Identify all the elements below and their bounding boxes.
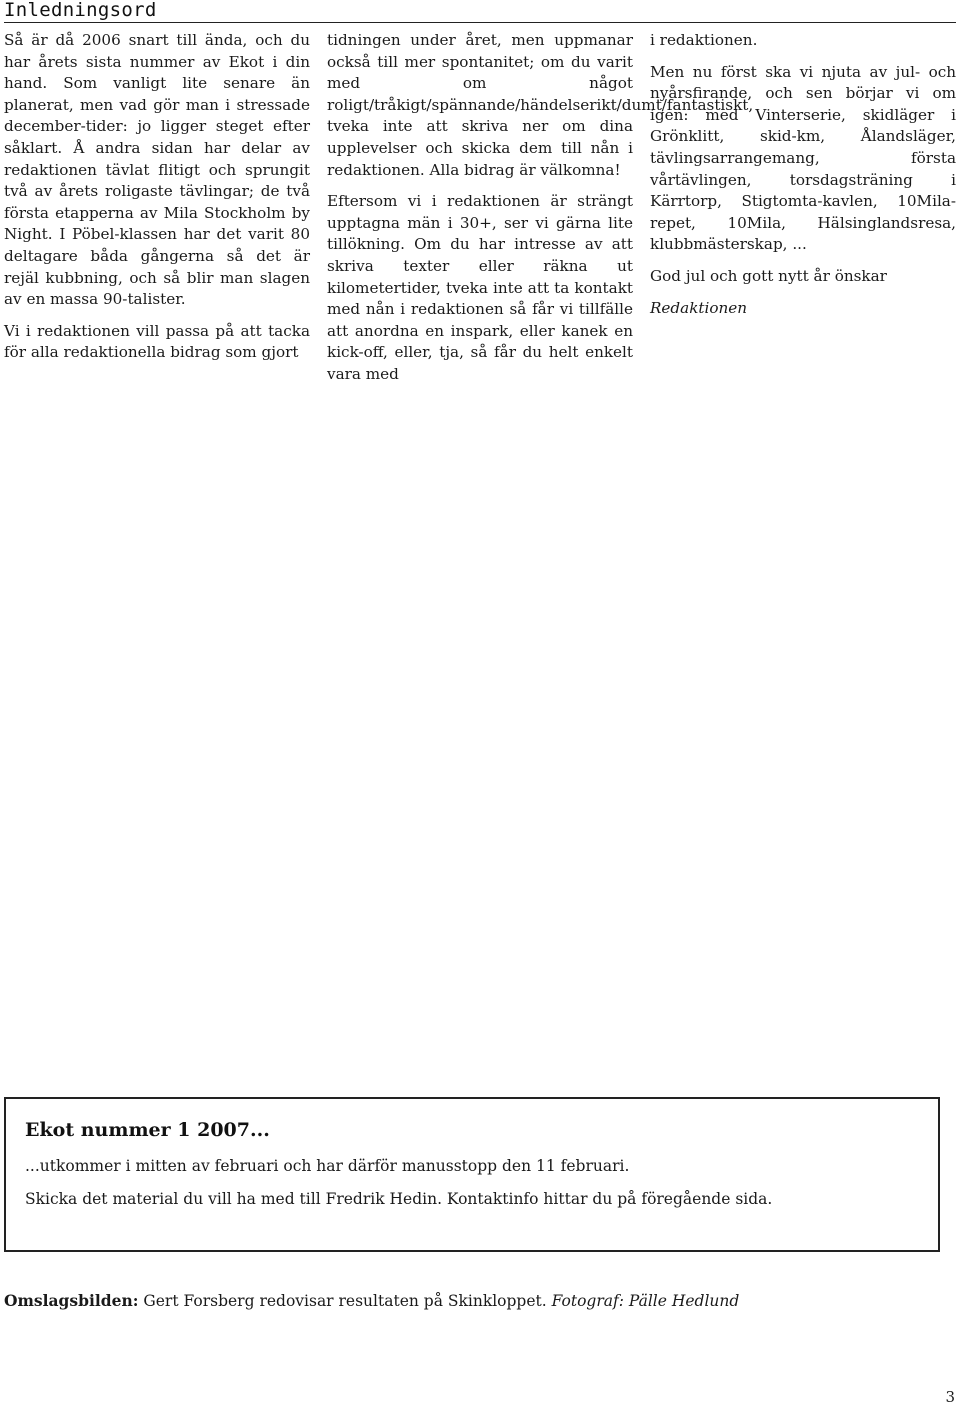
page-title: Inledningsord <box>4 0 157 21</box>
paragraph: Men nu först ska vi njuta av jul- och nyårsfirande, och sen börjar vi om igen: med Vinterserie, skidläger i Grönklitt, skid-km, Ålandsläger, tävlingsarrangemang, första vårtävlingen, torsdagsträning i Kärrtorp, Stigtomta-kavlen, 10Mila-repet, 10Mila, Hälsinglandsresa, klubbmästerskap, ... <box>650 62 956 254</box>
notice-line-1: ...utkommer i mitten av februari och har därför manusstopp den 11 februari. <box>25 1157 630 1175</box>
article-column-1 <box>4 30 310 374</box>
paragraph: tidningen under året, men uppmanar också till mer spontanitet; om du varit med om något roligt/tråkigt/spännande/händelserikt/dumt/fantastiskt, tveka inte att skriva ner om dina upplevelser och skicka dem till nån i redaktionen. Alla bidrag är välkomna! <box>327 31 754 179</box>
notice-title: Ekot nummer 1 2007... <box>25 1119 270 1141</box>
paragraph: Så är då 2006 snart till ända, och du har årets sista nummer av Ekot i din hand. Som vanligt lite senare än planerat, men vad gör man i stressade december-tider: jo ligger steget efter såklart. Å andra sidan har delar av redaktionen tävlat flitigt och sprungit två av årets roligaste tävlingar; de två första etapperna av Mila Stockholm by Night. I Pöbel-klassen har det varit 80 deltagare båda gångerna så det är rejäl kubbning, och så blir man slagen av en massa 90-talister. <box>4 31 310 309</box>
paragraph: Eftersom vi i redaktionen är strängt upptagna män i 30+, ser vi gärna lite tillökning. Om du har intresse av att skriva texter eller räkna ut kilometertider, tveka inte att ta kontakt med nån i redaktionen så får vi tillfälle att anordna en inspark, eller kanek en kick-off, eller, tja, så får du helt enkelt vara med <box>327 192 633 383</box>
paragraph: God jul och gott nytt år önskar <box>650 266 887 285</box>
caption-text: Gert Forsberg redovisar resultaten på Skinkloppet. <box>138 1292 552 1310</box>
caption-label: Omslagsbilden: <box>4 1291 139 1310</box>
next-issue-notice-box <box>4 1097 940 1252</box>
article-column-2 <box>327 30 754 396</box>
page-number: 3 <box>945 1388 955 1406</box>
article-column-3 <box>650 30 956 329</box>
page-header <box>4 0 956 23</box>
photo-credit: Fotograf: Pälle Hedlund <box>551 1292 740 1310</box>
notice-line-2: Skicka det material du vill ha med till Fredrik Hedin. Kontaktinfo hittar du på föregående sida. <box>25 1190 773 1208</box>
signature: Redaktionen <box>650 298 748 317</box>
cover-caption <box>4 1291 739 1310</box>
paragraph: Vi i redaktionen vill passa på att tacka för alla redaktionella bidrag som gjort <box>4 321 310 362</box>
paragraph: i redaktionen. <box>650 31 758 49</box>
